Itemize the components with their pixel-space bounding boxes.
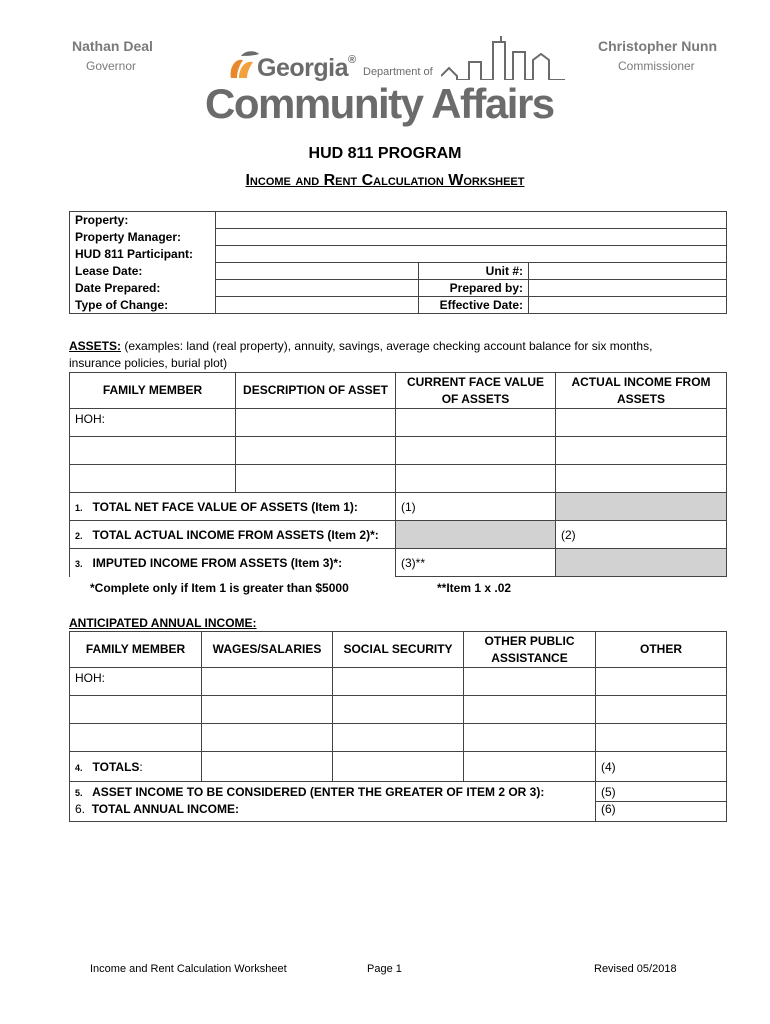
- income-cell[interactable]: [202, 724, 333, 752]
- assets-col-face-value: CURRENT FACE VALUE OF ASSETS: [396, 373, 556, 409]
- assets-hoh-label: HOH:: [70, 409, 236, 437]
- effective-date-field[interactable]: [529, 297, 727, 314]
- lease-date-label: Lease Date:: [70, 263, 216, 280]
- assets-cell[interactable]: [396, 465, 556, 493]
- prepared-by-field[interactable]: [529, 280, 727, 297]
- unit-label: Unit #:: [419, 263, 529, 280]
- income-col-wages: WAGES/SALARIES: [202, 632, 333, 668]
- income-cell[interactable]: [464, 668, 596, 696]
- item5-row-label: [70, 782, 596, 802]
- item5-field[interactable]: [596, 782, 727, 802]
- item2-label: TOTAL ACTUAL INCOME FROM ASSETS (Item 2)*:: [92, 527, 379, 542]
- item1-num: 1.: [75, 502, 83, 513]
- item4-num: 4.: [75, 762, 83, 773]
- income-cell[interactable]: [596, 668, 727, 696]
- item1-row-label: [70, 493, 396, 521]
- assets-cell[interactable]: [556, 465, 727, 493]
- assets-note: [69, 338, 729, 372]
- worksheet-title: Income and Rent Calculation Worksheet: [245, 172, 525, 189]
- totals-ss[interactable]: [333, 752, 464, 782]
- income-cell[interactable]: [70, 724, 202, 752]
- note-item1-condition: *Complete only if Item 1 is greater than $5000: [90, 581, 349, 595]
- assets-cell[interactable]: [70, 437, 236, 465]
- logo-georgia: Georgia: [257, 54, 348, 82]
- item5-label: ASSET INCOME TO BE CONSIDERED (ENTER THE GREATER OF ITEM 2 OR 3):: [92, 784, 545, 799]
- assets-table: [69, 372, 727, 577]
- item2-field[interactable]: [556, 521, 727, 549]
- date-prepared-field[interactable]: [216, 280, 419, 297]
- income-cell[interactable]: [464, 724, 596, 752]
- income-cell[interactable]: [70, 696, 202, 724]
- income-cell[interactable]: [596, 724, 727, 752]
- assets-cell[interactable]: [236, 409, 396, 437]
- income-col-public-assistance: OTHER PUBLIC ASSISTANCE: [464, 632, 596, 668]
- item2-shaded: [396, 521, 556, 549]
- manager-field[interactable]: [216, 229, 727, 246]
- item3-field[interactable]: [396, 549, 556, 577]
- logo-department: Department of: [363, 66, 433, 78]
- governor-title: Governor: [86, 59, 137, 73]
- item5-num: 5.: [75, 787, 83, 798]
- assets-cell[interactable]: [70, 465, 236, 493]
- footer-doc-name: Income and Rent Calculation Worksheet: [90, 963, 287, 975]
- manager-label: Property Manager:: [70, 229, 216, 246]
- item5-marker: (5): [601, 784, 616, 799]
- assets-description-cont: insurance policies, burial plot): [69, 356, 228, 370]
- date-prepared-label: Date Prepared:: [70, 280, 216, 297]
- logo-community-affairs: Community Affairs: [205, 80, 554, 127]
- assets-heading: ASSETS:: [69, 339, 122, 353]
- income-cell[interactable]: [202, 668, 333, 696]
- property-table: [69, 211, 727, 314]
- assets-description: (examples: land (real property), annuity, savings, average checking account balance for six months,: [121, 339, 653, 353]
- peach-icon: [227, 50, 261, 80]
- assets-cell[interactable]: [396, 437, 556, 465]
- item3-marker: (3)**: [401, 555, 426, 570]
- assets-cell[interactable]: [236, 437, 396, 465]
- income-table: [69, 631, 727, 822]
- income-col-social-security: SOCIAL SECURITY: [333, 632, 464, 668]
- income-col-other: OTHER: [596, 632, 727, 668]
- income-hoh-label: HOH:: [70, 668, 202, 696]
- effective-date-label: Effective Date:: [419, 297, 529, 314]
- change-type-field[interactable]: [216, 297, 419, 314]
- income-cell[interactable]: [202, 696, 333, 724]
- item1-label: TOTAL NET FACE VALUE OF ASSETS (Item 1):: [92, 499, 358, 514]
- totals-wages[interactable]: [202, 752, 333, 782]
- item2-num: 2.: [75, 530, 83, 541]
- assets-col-actual-income: ACTUAL INCOME FROM ASSETS: [556, 373, 727, 409]
- assets-cell[interactable]: [556, 437, 727, 465]
- income-cell[interactable]: [464, 696, 596, 724]
- item6-label: TOTAL ANNUAL INCOME:: [91, 801, 240, 816]
- commissioner-name: Christopher Nunn: [598, 38, 717, 54]
- program-title: HUD 811 PROGRAM: [308, 145, 462, 162]
- income-cell[interactable]: [333, 724, 464, 752]
- participant-label: HUD 811 Participant:: [70, 246, 216, 263]
- income-col-family: FAMILY MEMBER: [70, 632, 202, 668]
- change-type-label: Type of Change:: [70, 297, 216, 314]
- assets-cell[interactable]: [396, 409, 556, 437]
- income-cell[interactable]: [596, 696, 727, 724]
- item2-marker: (2): [561, 527, 576, 542]
- income-cell[interactable]: [333, 668, 464, 696]
- item3-shaded: [556, 549, 727, 577]
- assets-col-family: FAMILY MEMBER: [70, 373, 236, 409]
- dca-logo: [205, 36, 565, 136]
- totals-public[interactable]: [464, 752, 596, 782]
- property-label: Property:: [70, 212, 216, 229]
- logo-registered: ®: [347, 54, 356, 66]
- skyline-icon: [441, 36, 565, 80]
- item4-colon: :: [139, 759, 143, 774]
- lease-date-field[interactable]: [216, 263, 419, 280]
- unit-field[interactable]: [529, 263, 727, 280]
- footer-page-number: Page 1: [367, 963, 402, 975]
- item6-marker: (6): [601, 802, 616, 816]
- item3-row-label: [70, 549, 396, 577]
- footer-revision: Revised 05/2018: [594, 963, 677, 975]
- assets-cell[interactable]: [236, 465, 396, 493]
- property-field[interactable]: [216, 212, 727, 229]
- assets-cell[interactable]: [556, 409, 727, 437]
- item1-marker: (1): [401, 499, 416, 514]
- item1-shaded: [556, 493, 727, 521]
- commissioner-title: Commissioner: [618, 59, 695, 73]
- item4-row-label: [70, 752, 202, 782]
- item6-field[interactable]: [596, 802, 727, 822]
- item1-field[interactable]: [396, 493, 556, 521]
- prepared-by-label: Prepared by:: [419, 280, 529, 297]
- item6-row-label: [70, 802, 596, 822]
- item4-label: TOTALS: [92, 759, 140, 774]
- item4-marker: (4): [601, 759, 616, 774]
- governor-name: Nathan Deal: [72, 38, 153, 54]
- totals-other[interactable]: [596, 752, 727, 782]
- item6-num: 6.: [75, 801, 86, 816]
- income-cell[interactable]: [333, 696, 464, 724]
- income-heading: ANTICIPATED ANNUAL INCOME:: [69, 616, 257, 630]
- note-item1-multiplier: **Item 1 x .02: [437, 581, 512, 595]
- item3-num: 3.: [75, 558, 83, 569]
- item3-label: IMPUTED INCOME FROM ASSETS (Item 3)*:: [92, 555, 343, 570]
- item2-row-label: [70, 521, 396, 549]
- participant-field[interactable]: [216, 246, 727, 263]
- assets-col-description: DESCRIPTION OF ASSET: [236, 373, 396, 409]
